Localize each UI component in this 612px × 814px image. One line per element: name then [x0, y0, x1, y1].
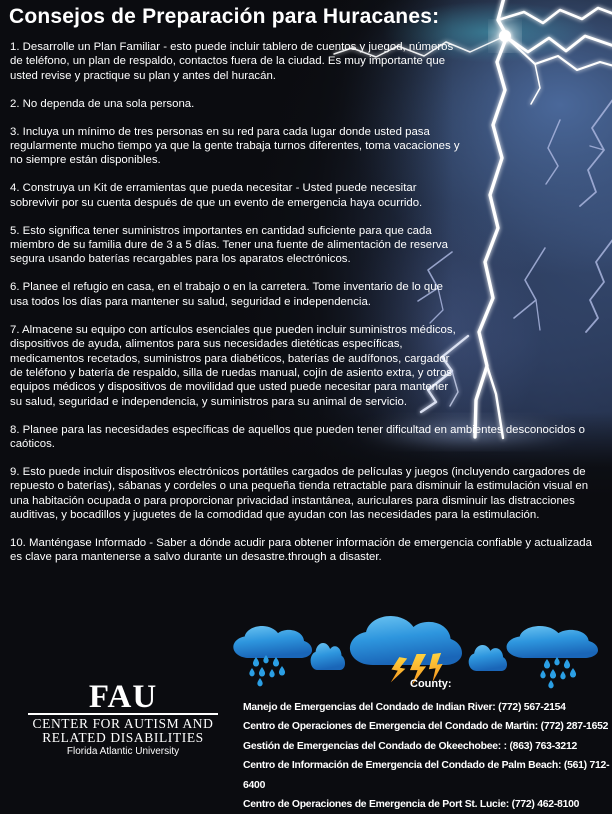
logo-line-3: Florida Atlantic University — [66, 746, 180, 757]
storm-cloud-icon — [469, 645, 507, 671]
storm-cloud-icon — [311, 643, 345, 670]
contact-line: Centro de Información de Emergencia del Condado de Palm Beach: (561) 712-6400 — [243, 760, 610, 791]
county-contacts — [243, 698, 612, 814]
tip-2: 2. No dependa de una sola persona. — [10, 97, 195, 110]
tip-8: 8. Planee para las necesidades específicas de aquellos que pueden tener dificultad en ambientes desconocidos o caóticos. — [10, 423, 585, 451]
fau-card-logo — [28, 679, 218, 757]
fau-logo-acronym: FAU — [88, 679, 158, 715]
tip-10: 10. Manténgase Informado - Saber a dónde acudir para obtener información de emergencia confiable y actualizada es clave para mantenerse a salvo durante un desastre.through a disaster. — [10, 537, 592, 564]
contact-line: Centro de Operaciones de Emergencia del Condado de Martin: (772) 287-1652 — [243, 721, 609, 733]
storm-cloud-icon — [507, 626, 598, 658]
tip-7: 7. Almacene su equipo con artículos esenciales que pueden incluir suministros médicos, dispositivos de ayuda, alimentos para sus necesidades dietéticas específicas, medicamentos recetados, suministros para diabéticos, baterías de audífonos, cargador de teléfono y batería de respaldo, silla de ruedas manual, cojín de asiento extra, y otros equipos médicos y dispositivos de movilidad que usted puede necesitar para mantener su salud, seguridad e independencia, y suministros para su animal de servicio. — [10, 323, 456, 408]
contact-line: Manejo de Emergencias del Condado de Indian River: (772) 567-2154 — [243, 702, 566, 713]
tip-5: 5. Esto significa tener suministros importantes en cantidad suficiente para que cada miembro de su familia dure de 3 a 5 días. Tener una fuente de alimentación de reserva segura usando baterías recargables para los aparatos electrónicos. — [10, 224, 448, 266]
tip-9: 9. Esto puede incluir dispositivos electrónicos portátiles cargados de películas y juegos (incluyendo cargadores de repuesto o baterías), sábanas y cordeles o una pequeña tienda retractable para disminuir la estimulación visual en una habitación ocupada o para proporcionar privacidad instantánea, auriculares para disminuir las distracciones auditivas, y bocadillos y juguetes de la comodidad que ayudan con las necesidades para la estimulación. — [10, 465, 589, 522]
tip-3: 3. Incluya un mínimo de tres personas en su red para cada lugar donde usted pasa regularmente mucho tiempo ya que la gente trabaja turnos diferentes, toma vacaciones y no siempre están disponibles. — [10, 125, 460, 167]
logo-line-1: CENTER FOR AUTISM AND — [32, 716, 214, 731]
storm-cloud-icon — [233, 626, 312, 658]
rain-drops-icon — [540, 657, 576, 688]
logo-line-2: RELATED DISABILITIES — [42, 730, 204, 745]
county-label: County: — [410, 678, 452, 690]
rain-drops-icon — [249, 655, 285, 686]
tips-list — [10, 40, 607, 578]
storm-cloud-icon — [350, 616, 462, 665]
contact-line: Centro de Operaciones de Emergencia de Port St. Lucie: (772) 462-8100 — [243, 799, 580, 811]
tip-4: 4. Construya un Kit de erramientas que pueda necesitar - Usted puede necesitar sobrevivir por su cuenta después de que un evento de emergencia haya ocurrido. — [10, 182, 423, 209]
page-title: Consejos de Preparación para Huracanes: — [9, 5, 440, 28]
contact-line: Gestión de Emergencias del Condado de Okeechobee: : (863) 763-3212 — [243, 740, 578, 752]
tip-1: 1. Desarrolle un Plan Familiar - esto puede incluir tablero de cuentos y juegod, números de teléfono, un plan de respaldo, contactos fuera de la ciudad. Es muy importante que usted revise y practique su plan y antes del huracán. — [10, 41, 454, 82]
tip-6: 6. Planee el refugio en casa, en el trabajo o en la carretera. Tome inventario de lo que usa todos los días para mantener su salud, seguridad e independencia. — [10, 281, 443, 308]
